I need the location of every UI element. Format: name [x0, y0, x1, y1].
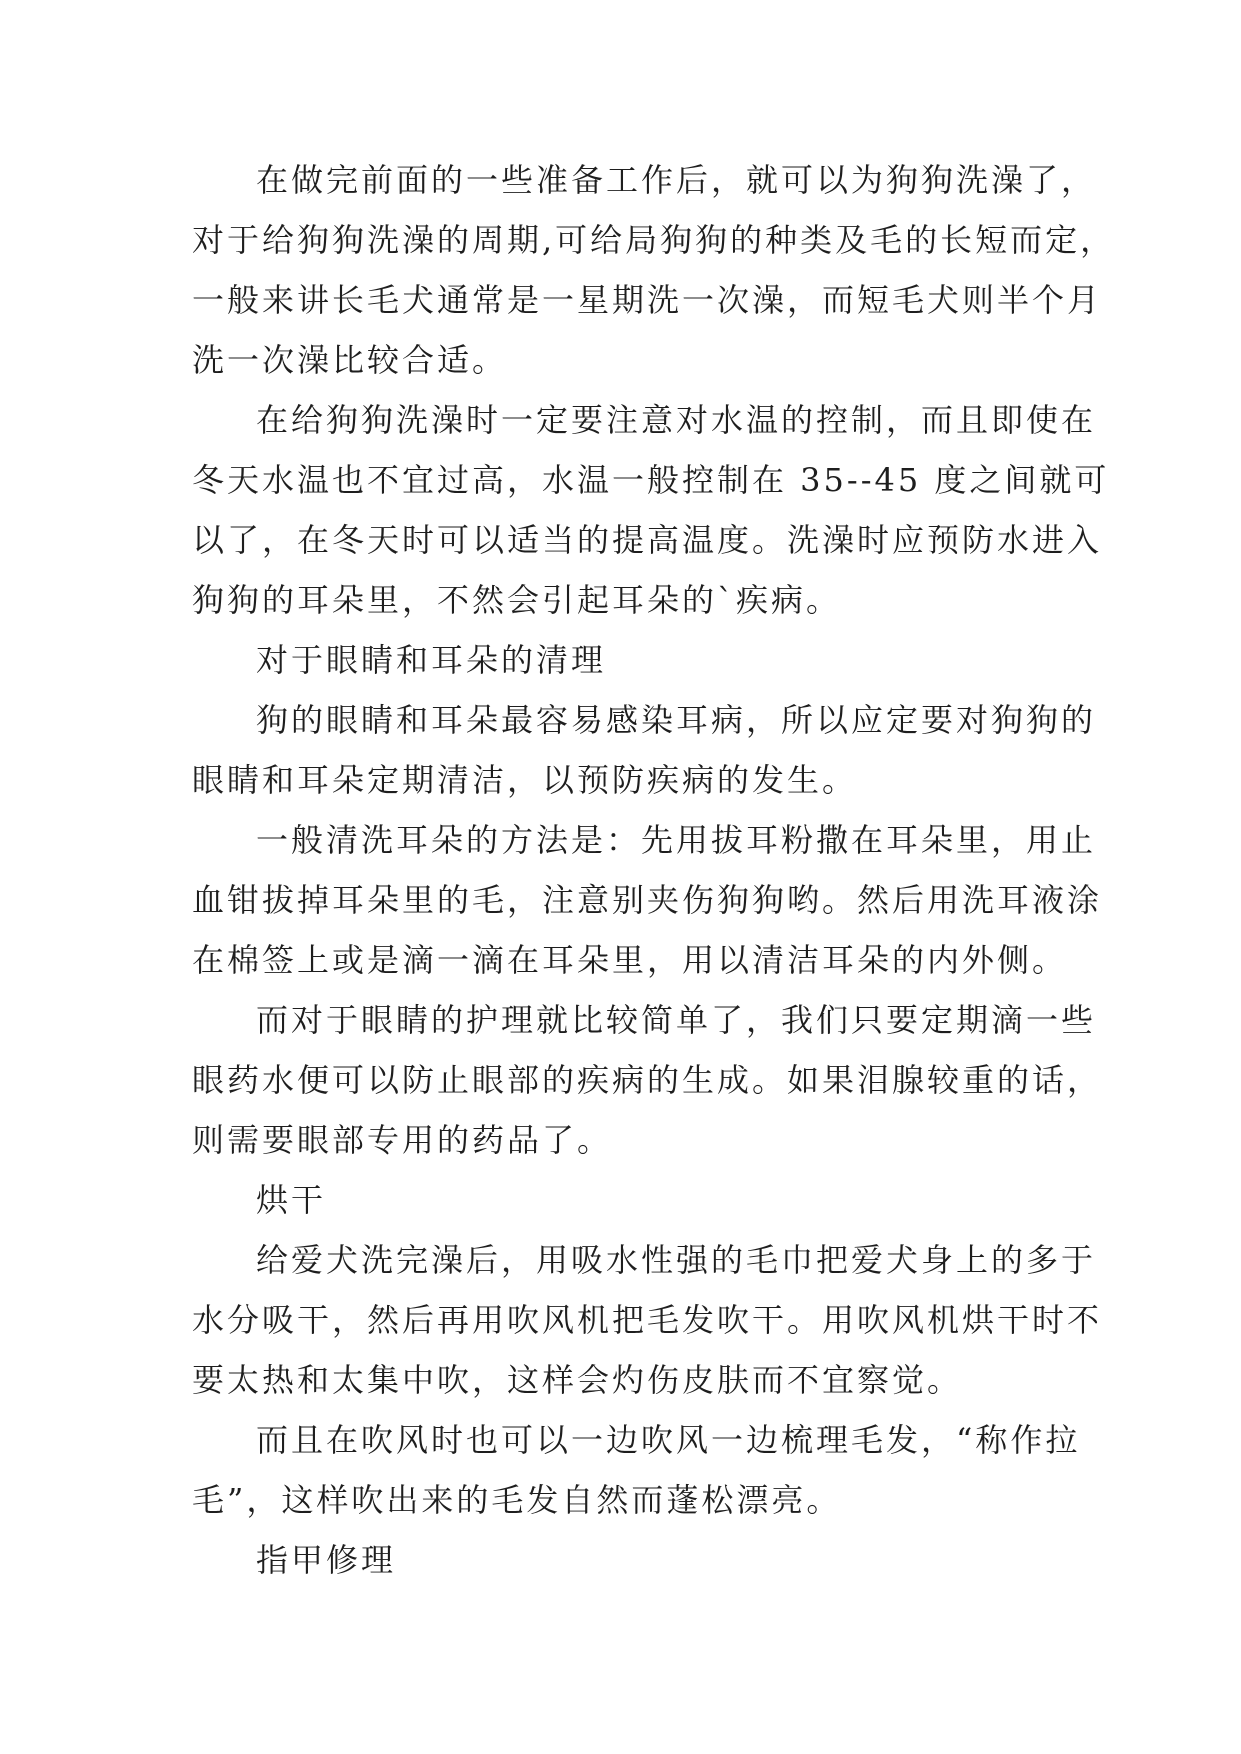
paragraph-eyes-ears-cleaning [192, 690, 1097, 810]
text-line: 水分吸干，然后再用吹风机把毛发吹干。用吹风机烘干时不 [192, 1301, 1103, 1339]
text-line: 在给狗狗洗澡时一定要注意对水温的控制，而且即使在 [256, 401, 1097, 439]
text-line: 眼睛和耳朵定期清洁，以预防疾病的发生。 [192, 761, 858, 799]
paragraph-ear-method [192, 810, 1103, 990]
text-line: 狗的眼睛和耳朵最容易感染耳病，所以应定要对狗狗的 [256, 701, 1097, 739]
section-heading: 对于眼睛和耳朵的清理 [256, 641, 607, 679]
text-line: 而对于眼睛的护理就比较简单了，我们只要定期滴一些 [256, 1001, 1097, 1039]
text-line: 在做完前面的一些准备工作后，就可以为狗狗洗澡了， [256, 161, 1097, 199]
text-line: 一般清洗耳朵的方法是：先用拔耳粉撒在耳朵里，用止 [256, 821, 1097, 859]
paragraph-combing [192, 1410, 1092, 1530]
text-line: 眼药水便可以防止眼部的疾病的生成。如果泪腺较重的话， [192, 1061, 1103, 1099]
text-line: 在棉签上或是滴一滴在耳朵里，用以清洁耳朵的内外侧。 [192, 941, 1068, 979]
text-line: 而且在吹风时也可以一边吹风一边梳理毛发，“称作拉 [256, 1421, 1081, 1459]
paragraph-eye-care [192, 990, 1103, 1170]
paragraph-drying-method [192, 1230, 1103, 1410]
paragraph-water-temperature [192, 390, 1110, 630]
text-line: 要太热和太集中吹，这样会灼伤皮肤而不宜察觉。 [192, 1361, 963, 1399]
section-heading-eyes-ears [192, 630, 1092, 690]
paragraph-bathing-intro [192, 150, 1116, 390]
text-line: 给爱犬洗完澡后，用吸水性强的毛巾把爱犬身上的多于 [256, 1241, 1097, 1279]
text-line: 狗狗的耳朵里，不然会引起耳朵的`疾病。 [192, 581, 842, 619]
document-body [192, 150, 1116, 1590]
text-line: 毛”，这样吹出来的毛发自然而蓬松漂亮。 [192, 1481, 842, 1519]
text-line: 血钳拔掉耳朵里的毛，注意别夹伤狗狗哟。然后用洗耳液涂 [192, 881, 1103, 919]
section-heading-drying [192, 1170, 1092, 1230]
section-heading: 烘干 [256, 1181, 327, 1219]
text-line: 以了，在冬天时可以适当的提高温度。洗澡时应预防水进入 [192, 521, 1103, 559]
text-line: 冬天水温也不宜过高，水温一般控制在 35--45 度之间就可 [192, 461, 1110, 499]
text-line: 则需要眼部专用的药品了。 [192, 1121, 613, 1159]
text-line: 对于给狗狗洗澡的周期,可给局狗狗的种类及毛的长短而定， [192, 221, 1116, 259]
text-line: 一般来讲长毛犬通常是一星期洗一次澡，而短毛犬则半个月 [192, 281, 1103, 319]
section-heading-nail-trimming [192, 1530, 1092, 1590]
text-line: 洗一次澡比较合适。 [192, 341, 508, 379]
section-heading: 指甲修理 [256, 1541, 397, 1579]
